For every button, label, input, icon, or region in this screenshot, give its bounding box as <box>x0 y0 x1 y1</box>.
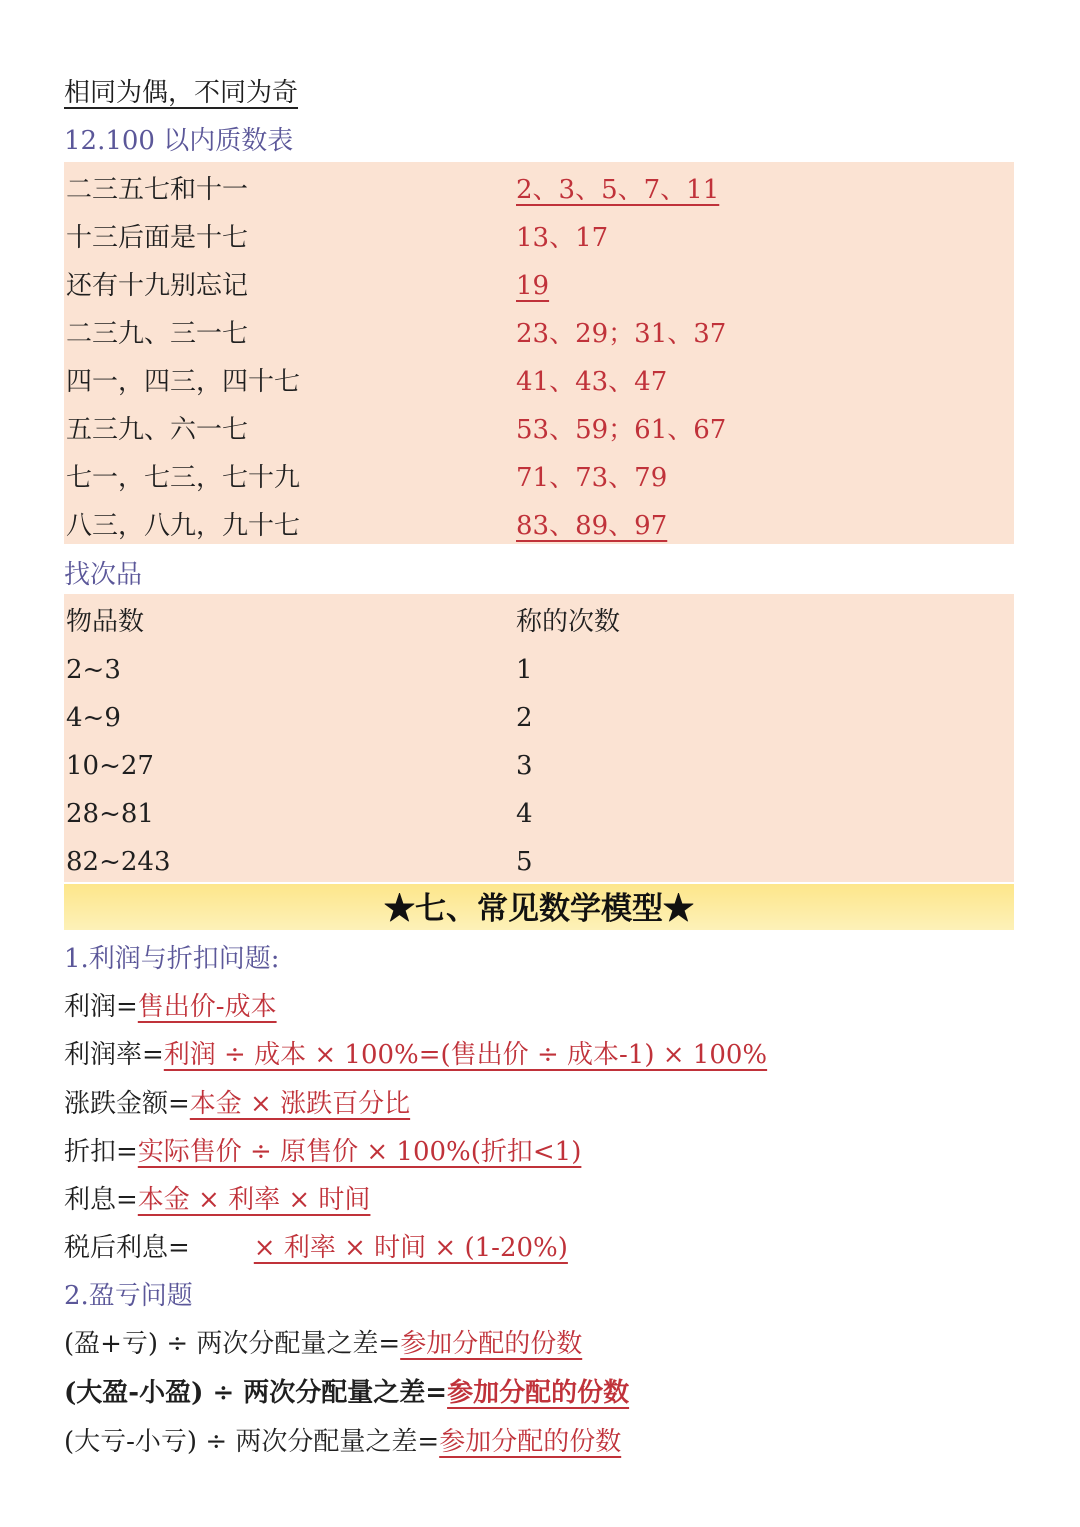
defect-row <box>64 790 1014 838</box>
formula-rhs: 参加分配的份数 <box>400 1329 583 1359</box>
weighing-count: 3 <box>516 751 533 781</box>
col-header-weighings: 称的次数 <box>516 607 621 637</box>
prime-table-title: 12.100 以内质数表 <box>64 126 294 156</box>
formula-rhs: 实际售价 ÷ 原售价 × 100%(折扣<1) <box>137 1137 582 1167</box>
item-count: 4~9 <box>66 703 121 733</box>
prime-values: 13、17 <box>516 223 609 253</box>
item-count: 10~27 <box>66 751 154 781</box>
formula-price-change <box>64 1087 410 1121</box>
formula-after-tax-interest <box>64 1231 568 1265</box>
defect-row <box>64 646 1014 694</box>
formula-deficit-deficit <box>64 1425 621 1459</box>
formula-rhs: 本金 × 利率 × 时间 <box>137 1185 371 1215</box>
formula-rhs: 参加分配的份数 <box>447 1378 630 1408</box>
weighing-count: 2 <box>516 703 533 733</box>
weighing-count: 4 <box>516 799 533 829</box>
formula-rhs: × 利率 × 时间 × (1-20%) <box>253 1233 568 1263</box>
defect-row <box>64 838 1014 886</box>
weighing-count: 1 <box>516 655 533 685</box>
formula-lhs: (盈+亏) ÷ 两次分配量之差= <box>64 1329 401 1359</box>
formula-interest <box>64 1183 370 1217</box>
prime-mnemonic: 还有十九别忘记 <box>66 271 249 301</box>
prime-values: 71、73、79 <box>516 463 668 493</box>
prime-row <box>64 310 1014 358</box>
item-count: 82~243 <box>66 847 171 877</box>
item-count: 2~3 <box>66 655 121 685</box>
prime-values: 19 <box>516 271 550 301</box>
profit-section-title: 1.利润与折扣问题: <box>64 944 280 974</box>
prime-mnemonic: 四一，四三，四十七 <box>66 367 301 397</box>
prime-mnemonic: 七一，七三，七十九 <box>66 463 301 493</box>
prime-row <box>64 358 1014 406</box>
prime-mnemonic: 八三，八九，九十七 <box>66 511 301 541</box>
prime-mnemonic: 二三五七和十一 <box>66 175 249 205</box>
prime-row <box>64 502 1014 550</box>
formula-lhs: 折扣= <box>64 1137 138 1167</box>
prime-mnemonic: 十三后面是十七 <box>66 223 249 253</box>
prime-values: 53、59；61、67 <box>516 415 727 445</box>
item-count: 28~81 <box>66 799 154 829</box>
prime-mnemonic: 五三九、六一七 <box>66 415 249 445</box>
formula-lhs: (大亏-小亏) ÷ 两次分配量之差= <box>64 1427 440 1457</box>
formula-profit-rate <box>64 1038 767 1072</box>
formula-rhs: 售出价-成本 <box>137 992 277 1022</box>
parity-rule: 相同为偶，不同为奇 <box>64 78 299 108</box>
formula-rhs: 本金 × 涨跌百分比 <box>189 1089 411 1119</box>
formula-discount <box>64 1135 581 1169</box>
defect-header-row <box>64 598 1014 646</box>
prime-mnemonic: 二三九、三一七 <box>66 319 249 349</box>
formula-profit <box>64 990 277 1024</box>
prime-row <box>64 454 1014 502</box>
prime-values: 23、29；31、37 <box>516 319 727 349</box>
formula-lhs: 涨跌金额= <box>64 1089 190 1119</box>
prime-values: 41、43、47 <box>516 367 668 397</box>
prime-values: 83、89、97 <box>516 511 668 541</box>
prime-values: 2、3、5、7、11 <box>516 175 720 205</box>
defect-title: 找次品 <box>64 560 143 590</box>
defect-row <box>64 742 1014 790</box>
formula-surplus-deficit <box>64 1327 582 1361</box>
formula-lhs: 利息= <box>64 1185 138 1215</box>
prime-row <box>64 262 1014 310</box>
formula-lhs: 利润= <box>64 992 138 1022</box>
col-header-items: 物品数 <box>66 607 145 637</box>
prime-row <box>64 166 1014 214</box>
formula-surplus-surplus <box>64 1376 629 1410</box>
formula-lhs: 利润率= <box>64 1040 164 1070</box>
formula-lhs: 税后利息= <box>64 1233 190 1263</box>
formula-rhs: 参加分配的份数 <box>439 1427 622 1457</box>
weighing-count: 5 <box>516 847 533 877</box>
chapter-title: ★七、常见数学模型★ <box>64 884 1014 930</box>
defect-row <box>64 694 1014 742</box>
prime-row <box>64 214 1014 262</box>
formula-rhs: 利润 ÷ 成本 × 100%=(售出价 ÷ 成本-1) × 100% <box>163 1040 768 1070</box>
prime-row <box>64 406 1014 454</box>
surplus-section-title: 2.盈亏问题 <box>64 1281 193 1311</box>
formula-lhs: (大盈-小盈) ÷ 两次分配量之差= <box>64 1378 448 1408</box>
